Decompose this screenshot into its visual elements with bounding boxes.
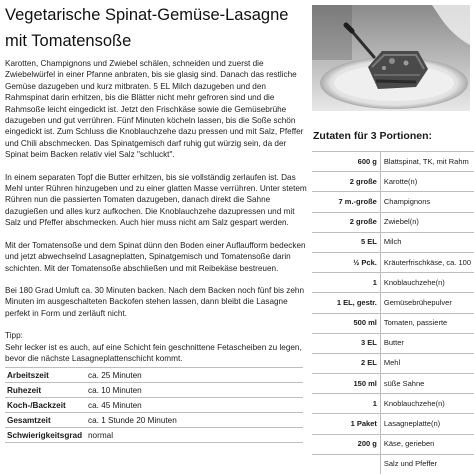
tip-text: Sehr lecker ist es auch, auf eine Schicht fein geschnittene Fetascheiben zu legen, bevor die nächste Lasagneplattenschicht kommt. <box>5 342 302 363</box>
ingredient-amount: 600 g <box>312 152 380 172</box>
info-value: ca. 1 Stunde 20 Minuten <box>86 413 303 428</box>
info-value: ca. 45 Minuten <box>86 398 303 413</box>
info-label: Koch-/Backzeit <box>5 398 86 413</box>
ingredient-name: Mehl <box>380 353 474 373</box>
ingredient-row <box>312 374 474 394</box>
ingredients-table <box>312 151 474 474</box>
info-value: ca. 10 Minuten <box>86 383 303 398</box>
ingredient-name: Butter <box>380 333 474 353</box>
info-row <box>5 413 303 428</box>
ingredient-row <box>312 353 474 373</box>
ingredient-amount: 3 EL <box>312 333 380 353</box>
ingredient-name: Milch <box>380 232 474 252</box>
instruction-paragraph: Bei 180 Grad Umluft ca. 30 Minuten backen. Nach dem Backen noch fünf bis zehn Minuten im ausgeschalteten Backofen stehen lassen, dann bleibt die Lasagne perfekt in Form und zerläuft nicht. <box>5 285 305 318</box>
ingredient-row <box>312 434 474 454</box>
ingredient-row <box>312 172 474 192</box>
ingredient-name: Gemüsebrühepulver <box>380 293 474 313</box>
ingredient-name: Karotte(n) <box>380 172 474 192</box>
ingredient-amount: 200 g <box>312 434 380 454</box>
ingredient-amount: 1 <box>312 273 380 293</box>
ingredient-row <box>312 333 474 353</box>
info-value: ca. 25 Minuten <box>86 368 303 383</box>
ingredient-name: Knoblauchzehe(n) <box>380 394 474 414</box>
ingredient-row <box>312 293 474 313</box>
ingredient-name: Knoblauchzehe(n) <box>380 273 474 293</box>
ingredient-amount: 1 <box>312 394 380 414</box>
info-row <box>5 368 303 383</box>
ingredient-amount: 5 EL <box>312 232 380 252</box>
ingredient-amount: 2 EL <box>312 353 380 373</box>
recipe-info-table <box>5 367 303 443</box>
ingredient-name: Champignons <box>380 192 474 212</box>
ingredient-row <box>312 414 474 434</box>
ingredient-amount: 1 EL, gestr. <box>312 293 380 313</box>
info-row <box>5 398 303 413</box>
ingredient-row <box>312 232 474 252</box>
recipe-photo <box>312 5 470 111</box>
info-label: Arbeitszeit <box>5 368 86 383</box>
ingredient-amount <box>312 454 380 474</box>
ingredient-row <box>312 192 474 212</box>
ingredient-row <box>312 394 474 414</box>
ingredient-name: Tomaten, passierte <box>380 313 474 333</box>
ingredient-row <box>312 212 474 232</box>
ingredient-row <box>312 454 474 474</box>
info-row <box>5 428 303 443</box>
info-label: Schwierigkeitsgrad <box>5 428 86 443</box>
info-value: normal <box>86 428 303 443</box>
info-label: Ruhezeit <box>5 383 86 398</box>
info-row <box>5 383 303 398</box>
instruction-paragraph: Karotten, Champignons und Zwiebel schälen, schneiden und zuerst die Zwiebelwürfel in einer Pfanne anbraten, bis sie glasig sind. Danach das restliche Gemüse dazugeben und kurz mitbraten. 5 EL Milch dazugeben und den Rahmspinat darin erhitzen, bis die Blätter nicht mehr gefroren sind und die Rahmsoße leicht eingedickt ist. Jetzt den Frischkäse sowie die Gemüsebrühe dazugeben und gut verrühren. Fünf Minuten köcheln lassen, bis die Soße schön eingedickt ist. Zum Schluss die Knoblauchzehe dazu pressen und mit Salz, Pfeffer und Chili abschmecken. Das Spinatgemisch darf ruhig gut würzig sein, da der Spinat beim Backen relativ viel Salz "schluckt". <box>5 59 304 160</box>
lasagna-photo-image <box>312 5 470 111</box>
ingredient-name: Zwiebel(n) <box>380 212 474 232</box>
ingredient-name: Lasagneplatte(n) <box>380 414 474 434</box>
ingredients-heading: Zutaten für 3 Portionen: <box>313 130 432 142</box>
ingredient-amount: 2 große <box>312 172 380 192</box>
ingredient-name: Kräuterfrischkäse, ca. 100 <box>380 252 474 272</box>
recipe-title: Vegetarische Spinat-Gemüse-Lasagne mit Tomatensoße <box>5 6 289 50</box>
ingredient-amount: 1 Paket <box>312 414 380 434</box>
ingredient-row <box>312 252 474 272</box>
ingredient-amount: 150 ml <box>312 374 380 394</box>
tip-label: Tipp: <box>5 331 23 341</box>
ingredient-row <box>312 273 474 293</box>
ingredient-amount: 7 m.-große <box>312 192 380 212</box>
instruction-paragraph: In einem separaten Topf die Butter erhitzen, bis sie vollständig zerlaufen ist. Das Mehl unter Rühren hinzugeben und zu einer glatten Masse verrühren. Unter stetem Rühren nun die passierten Tomaten dazugeben, danach direkt die Sahne dazugießen und alles kurz aufkochen. Die Knoblauchzehe dazupressen und mit Salz und Pfeffer abschmecken. Auch hier muss nicht am Salz gespart werden. <box>5 172 307 228</box>
ingredient-amount: 500 ml <box>312 313 380 333</box>
ingredient-name: Käse, gerieben <box>380 434 474 454</box>
ingredient-amount: 2 große <box>312 212 380 232</box>
ingredient-name: Blattspinat, TK, mit Rahm <box>380 152 474 172</box>
ingredient-row <box>312 313 474 333</box>
ingredient-name: süße Sahne <box>380 374 474 394</box>
tip-block <box>5 330 307 364</box>
instruction-paragraph: Mit der Tomatensoße und dem Spinat dünn den Boden einer Auflaufform bedecken und jetzt abwechselnd Lasagneplatten, Spinatgemisch und Tomatensoße darin schichten. Mit der Tomatensoße abschließen und mit Reibekäse bestreuen. <box>5 240 306 273</box>
ingredient-amount: ½ Pck. <box>312 252 380 272</box>
info-label: Gesamtzeit <box>5 413 86 428</box>
ingredient-row <box>312 152 474 172</box>
recipe-instructions <box>5 58 307 364</box>
ingredient-name: Salz und Pfeffer <box>380 454 474 474</box>
